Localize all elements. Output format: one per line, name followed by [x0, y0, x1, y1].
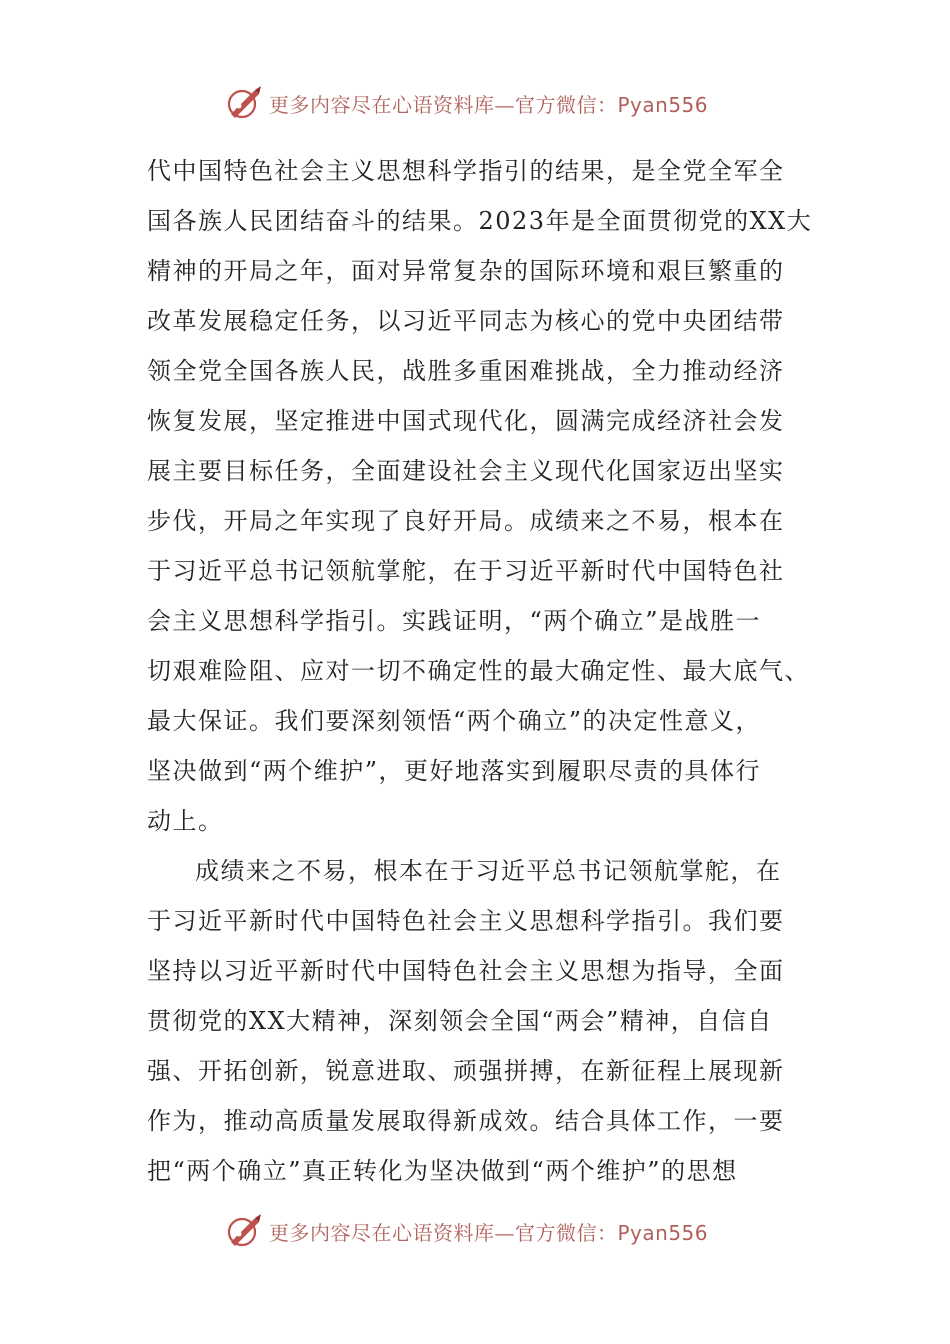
body-line: 把“两个确立”真正转化为坚决做到“两个维护”的思想 — [147, 1157, 738, 1185]
document-body — [147, 146, 813, 1196]
header-wechat-text: 官方微信：Pyan556 — [515, 92, 709, 117]
body-line: 于习近平新时代中国特色社会主义思想科学指引。我们要 — [147, 907, 785, 935]
body-line: 领全党全国各族人民，战胜多重困难挑战，全力推动经济 — [147, 357, 785, 385]
body-line: 代中国特色社会主义思想科学指引的结果，是全党全军全 — [147, 157, 785, 185]
body-line: 恢复发展，坚定推进中国式现代化，圆满完成经济社会发 — [147, 407, 785, 435]
body-line: 强、开拓创新，锐意进取、顽强拼搏，在新征程上展现新 — [147, 1057, 785, 1085]
body-line: 坚持以习近平新时代中国特色社会主义思想为指导，全面 — [147, 957, 785, 985]
paragraph-start-line: 成绩来之不易，根本在于习近平总书记领航掌舵，在 — [195, 857, 782, 885]
body-line: 贯彻党的XX大精神，深刻领会全国“两会”精神，自信自 — [147, 1007, 773, 1035]
body-line: 改革发展稳定任务，以习近平同志为核心的党中央团结带 — [147, 307, 785, 335]
body-line: 于习近平总书记领航掌舵，在于习近平新时代中国特色社 — [147, 557, 785, 585]
body-line: 作为，推动高质量发展取得新成效。结合具体工作，一要 — [147, 1107, 785, 1135]
body-line: 精神的开局之年，面对异常复杂的国际环境和艰巨繁重的 — [147, 257, 785, 285]
header-banner — [225, 83, 745, 123]
body-line: 切艰难险阻、应对一切不确定性的最大确定性、最大底气、 — [147, 657, 810, 685]
footer-separator: — — [494, 1220, 515, 1245]
footer-banner — [225, 1211, 745, 1251]
body-line: 国各族人民团结奋斗的结果。2023年是全面贯彻党的XX大 — [147, 207, 813, 235]
footer-wechat-text: 官方微信：Pyan556 — [515, 1220, 709, 1245]
header-separator: — — [494, 92, 515, 117]
body-line: 会主义思想科学指引。实践证明，“两个确立”是战胜一 — [147, 607, 762, 635]
body-line: 最大保证。我们要深刻领悟“两个确立”的决定性意义， — [147, 707, 762, 735]
header-text — [269, 89, 708, 118]
footer-text — [269, 1217, 708, 1246]
footer-main-text: 更多内容尽在心语资料库 — [269, 1220, 495, 1245]
header-main-text: 更多内容尽在心语资料库 — [269, 92, 495, 117]
body-line: 步伐，开局之年实现了良好开局。成绩来之不易，根本在 — [147, 507, 785, 535]
pen-logo-icon — [225, 1212, 265, 1250]
body-line: 坚决做到“两个维护”，更好地落实到履职尽责的具体行 — [147, 757, 762, 785]
pen-logo-icon — [225, 84, 265, 122]
body-line: 动上。 — [147, 807, 224, 835]
body-line: 展主要目标任务，全面建设社会主义现代化国家迈出坚实 — [147, 457, 785, 485]
